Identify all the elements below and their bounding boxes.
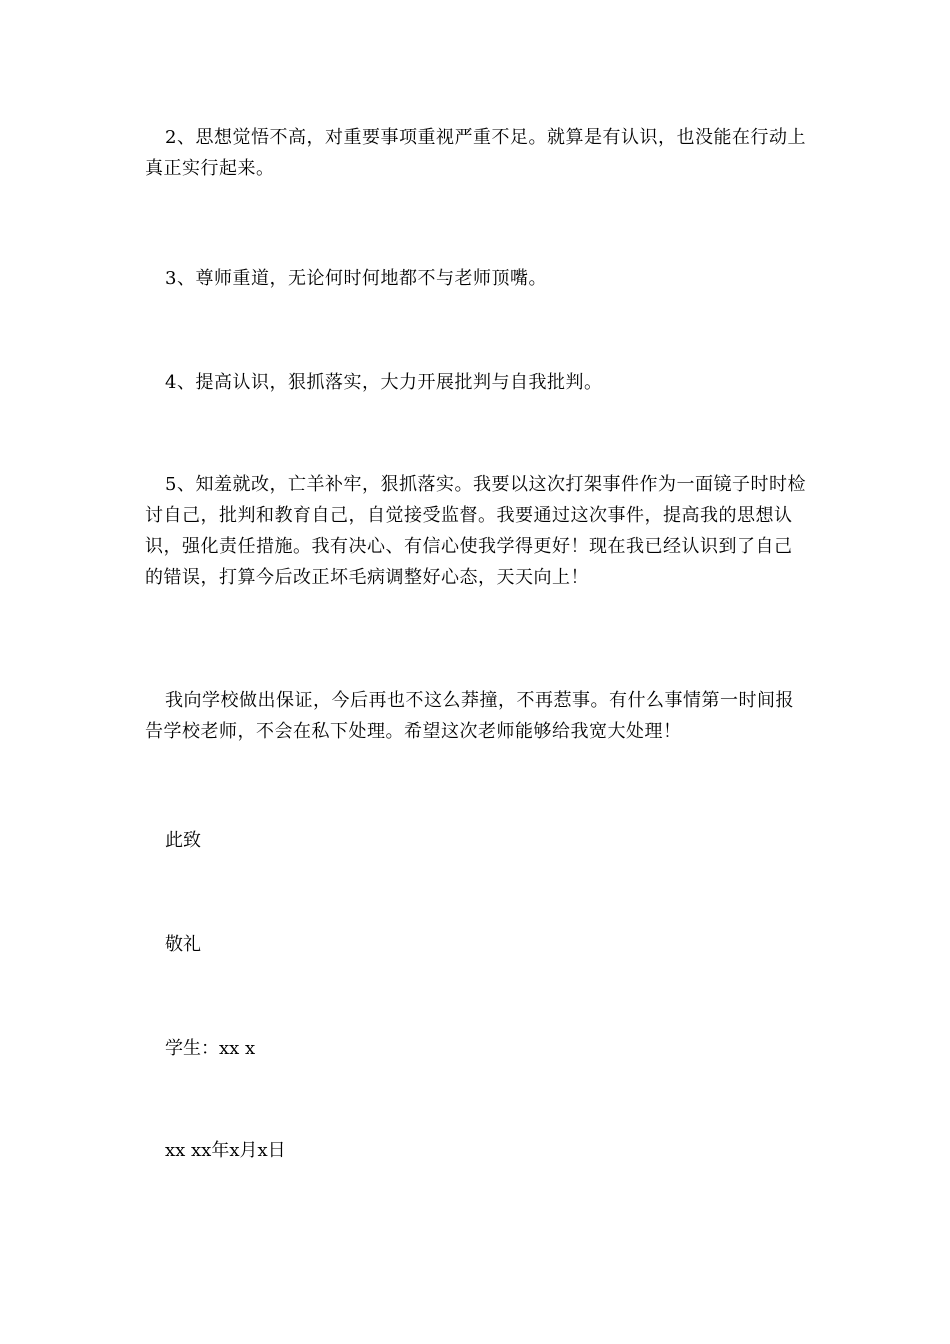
paragraph-item-2: 2、思想觉悟不高，对重要事项重视严重不足。就算是有认识，也没能在行动上真正实行起来。: [145, 127, 806, 179]
student-signature: 学生：xx x: [165, 1038, 256, 1059]
closing-regards: 敬礼: [165, 934, 201, 955]
paragraph-guarantee: 我向学校做出保证，今后再也不这么莽撞，不再惹事。有什么事情第一时间报告学校老师，不会在私下处理。希望这次老师能够给我宽大处理！: [145, 690, 794, 742]
document-date: xx xx年x月x日: [165, 1140, 286, 1161]
paragraph-item-4: 4、提高认识，狠抓落实，大力开展批判与自我批判。: [165, 372, 603, 393]
paragraph-item-3: 3、尊师重道，无论何时何地都不与老师顶嘴。: [165, 268, 547, 289]
paragraph-item-5: 5、知羞就改，亡羊补牢，狠抓落实。我要以这次打架事件作为一面镜子时时检讨自己，批判和教育自己，自觉接受监督。我要通过这次事件，提高我的思想认识，强化责任措施。我有决心、有信心使我学得更好！现在我已经认识到了自己的错误，打算今后改正坏毛病调整好心态，天天向上！: [145, 474, 806, 588]
closing-salutation: 此致: [165, 830, 201, 851]
